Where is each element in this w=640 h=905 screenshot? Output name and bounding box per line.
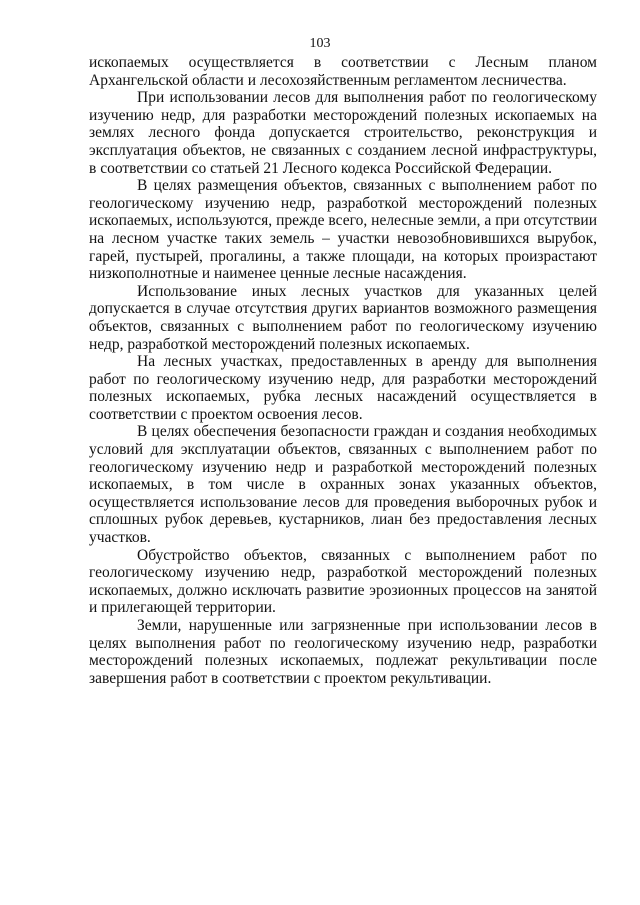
paragraph: Земли, нарушенные или загрязненные при использовании лесов в целях выполнения работ по геологическому изучению недр, разработки месторождений полезных ископаемых, подлежат рекультивации после завершения работ в соответствии с проектом рекультивации.	[89, 617, 597, 687]
paragraph-continuation: ископаемых осуществляется в соответствии с Лесным планом Архангельской области и лесохозяйственным регламентом лесничества.	[89, 54, 597, 89]
paragraph: Обустройство объектов, связанных с выполнением работ по геологическому изучению недр, разработкой месторождений полезных ископаемых, должно исключать развитие эрозионных процессов на занятой и прилегающей территории.	[89, 546, 597, 617]
paragraph: В целях размещения объектов, связанных с выполнением работ по геологическому изучению недр, разработкой месторождений полезных ископаемых, используются, прежде всего, нелесные земли, а при отсутствии на лесном участке таких земель – участки невозобновившихся вырубок, гарей, пустырей, прогалины, а также площади, на которых произрастают низкополнотные и наименее ценные лесные насаждения.	[89, 177, 597, 283]
page-number: 103	[309, 36, 331, 51]
document-body	[89, 54, 597, 687]
paragraph: В целях обеспечения безопасности граждан и создания необходимых условий для эксплуатации объектов, связанных с выполнением работ по геологическому изучению недр и разработкой месторождений полезных ископаемых, в том числе в охранных зонах указанных объектов, осуществляется использование лесов для проведения выборочных рубок и сплошных рубок деревьев, кустарников, лиан без предоставления лесных участков.	[89, 423, 597, 547]
paragraph: При использовании лесов для выполнения работ по геологическому изучению недр, для разработки месторождений полезных ископаемых на землях лесного фонда допускается строительство, реконструкция и эксплуатация объектов, не связанных с созданием лесной инфраструктуры, в соответствии со статьей 21 Лесного кодекса Российской Федерации.	[89, 89, 597, 177]
paragraph: Использование иных лесных участков для указанных целей допускается в случае отсутствия других вариантов возможного размещения объектов, связанных с выполнением работ по геологическому изучению недр, разработкой месторождений полезных ископаемых.	[89, 282, 597, 353]
paragraph: На лесных участках, предоставленных в аренду для выполнения работ по геологическому изучению недр, для разработки месторождений полезных ископаемых, рубка лесных насаждений осуществляется в соответствии с проектом освоения лесов.	[89, 353, 597, 423]
